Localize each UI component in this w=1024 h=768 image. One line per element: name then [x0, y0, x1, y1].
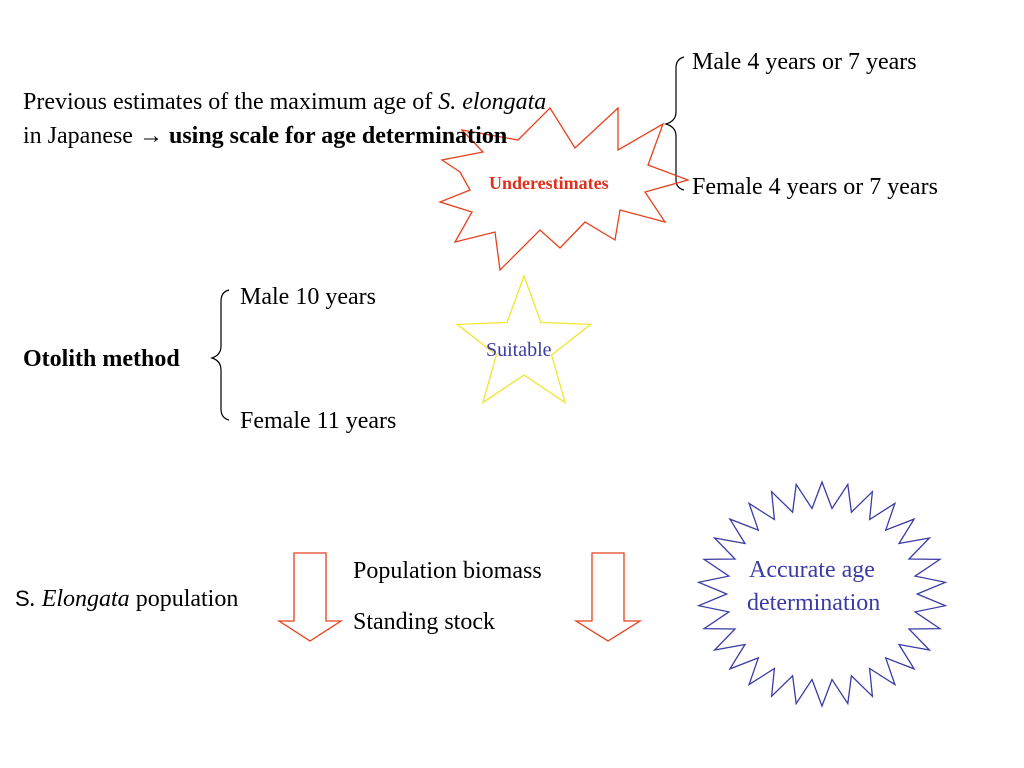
brace-top	[666, 57, 684, 190]
otolith-method-label: Otolith method	[23, 346, 180, 372]
male-otolith-estimate: Male 10 years	[240, 284, 376, 310]
intro-prefix: Previous estimates of the maximum age of	[23, 89, 439, 115]
down-arrow-right	[576, 553, 640, 641]
male-scale-estimate: Male 4 years or 7 years	[692, 49, 917, 75]
female-otolith-estimate: Female 11 years	[240, 408, 397, 434]
down-arrow-left	[279, 553, 341, 641]
population-label	[15, 587, 238, 611]
underestimates-label: Underestimates	[489, 173, 609, 193]
previous-estimates-line2	[23, 124, 507, 148]
scale-method: using scale for age determination	[168, 123, 508, 149]
suitable-label: Suitable	[486, 339, 552, 361]
species-genus: . Elongata	[29, 586, 130, 612]
population-biomass-label: Population biomass	[353, 558, 542, 584]
species-initial: S	[15, 586, 30, 611]
accurate-age-line1: Accurate age	[749, 557, 875, 583]
population-word: population	[129, 586, 239, 612]
line2-prefix: in Japanese →	[23, 123, 169, 149]
brace-middle	[212, 290, 229, 420]
species-name: S. elongata	[438, 89, 547, 115]
accurate-age-line2: determination	[747, 590, 881, 616]
female-scale-estimate: Female 4 years or 7 years	[692, 174, 938, 200]
standing-stock-label: Standing stock	[353, 609, 495, 635]
previous-estimates-line1	[23, 90, 546, 114]
